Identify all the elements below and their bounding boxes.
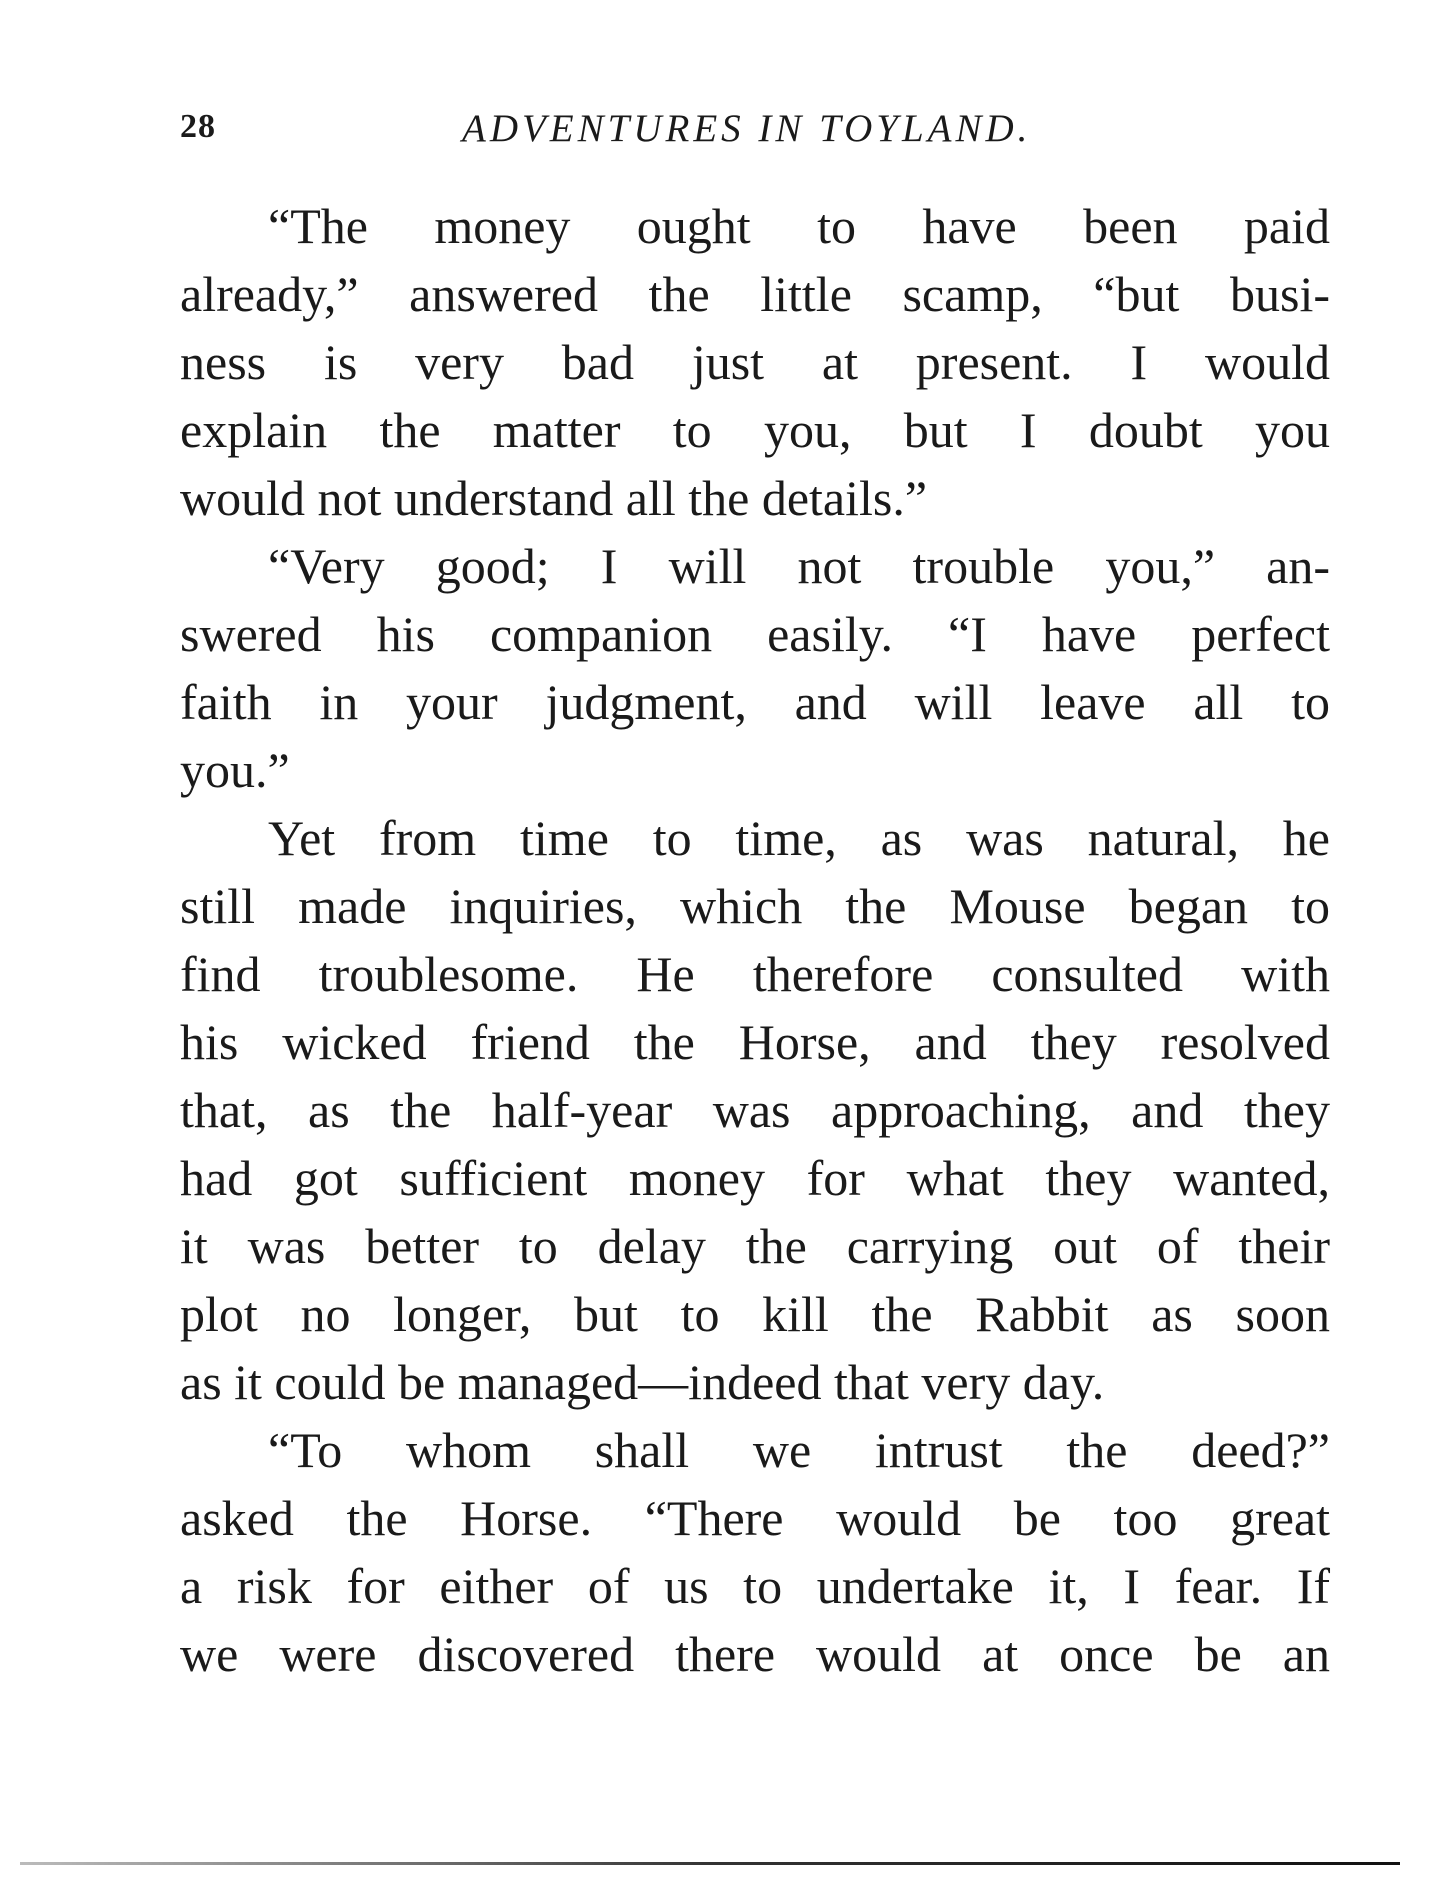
text-line: explain the matter to you, but I doubt you [180, 402, 1330, 458]
bottom-scan-rule [20, 1862, 1400, 1865]
text-line: asked the Horse. “There would be too great [180, 1490, 1330, 1546]
text-line: “Very good; I will not trouble you,” an- [268, 538, 1330, 594]
text-line: would not understand all the details.” [180, 470, 928, 526]
text-line: had got sufficient money for what they wanted, [180, 1150, 1330, 1206]
running-head [180, 100, 1330, 160]
text-line: swered his companion easily. “I have perfect [180, 606, 1330, 662]
text-line: his wicked friend the Horse, and they resolved [180, 1014, 1330, 1070]
text-line: that, as the half-year was approaching, and they [180, 1082, 1330, 1138]
text-line: you.” [180, 742, 290, 798]
text-line: a risk for either of us to undertake it, I fear. If [180, 1558, 1330, 1614]
text-line: we were discovered there would at once be an [180, 1626, 1330, 1682]
text-line: Yet from time to time, as was natural, he [268, 810, 1330, 866]
body-text [180, 192, 1330, 1688]
text-line: find troublesome. He therefore consulted with [180, 946, 1330, 1002]
text-line: plot no longer, but to kill the Rabbit as soon [180, 1286, 1330, 1342]
text-line: still made inquiries, which the Mouse began to [180, 878, 1330, 934]
running-title: ADVENTURES IN TOYLAND. [462, 107, 1032, 150]
text-line: already,” answered the little scamp, “but busi- [180, 266, 1330, 322]
text-line: ness is very bad just at present. I would [180, 334, 1330, 390]
text-line: as it could be managed—indeed that very day. [180, 1354, 1105, 1410]
text-line: “The money ought to have been paid [268, 198, 1330, 254]
page-number: 28 [180, 108, 216, 145]
text-line: it was better to delay the carrying out of their [180, 1218, 1330, 1274]
text-line: “To whom shall we intrust the deed?” [268, 1422, 1330, 1478]
text-line: faith in your judgment, and will leave all to [180, 674, 1330, 730]
